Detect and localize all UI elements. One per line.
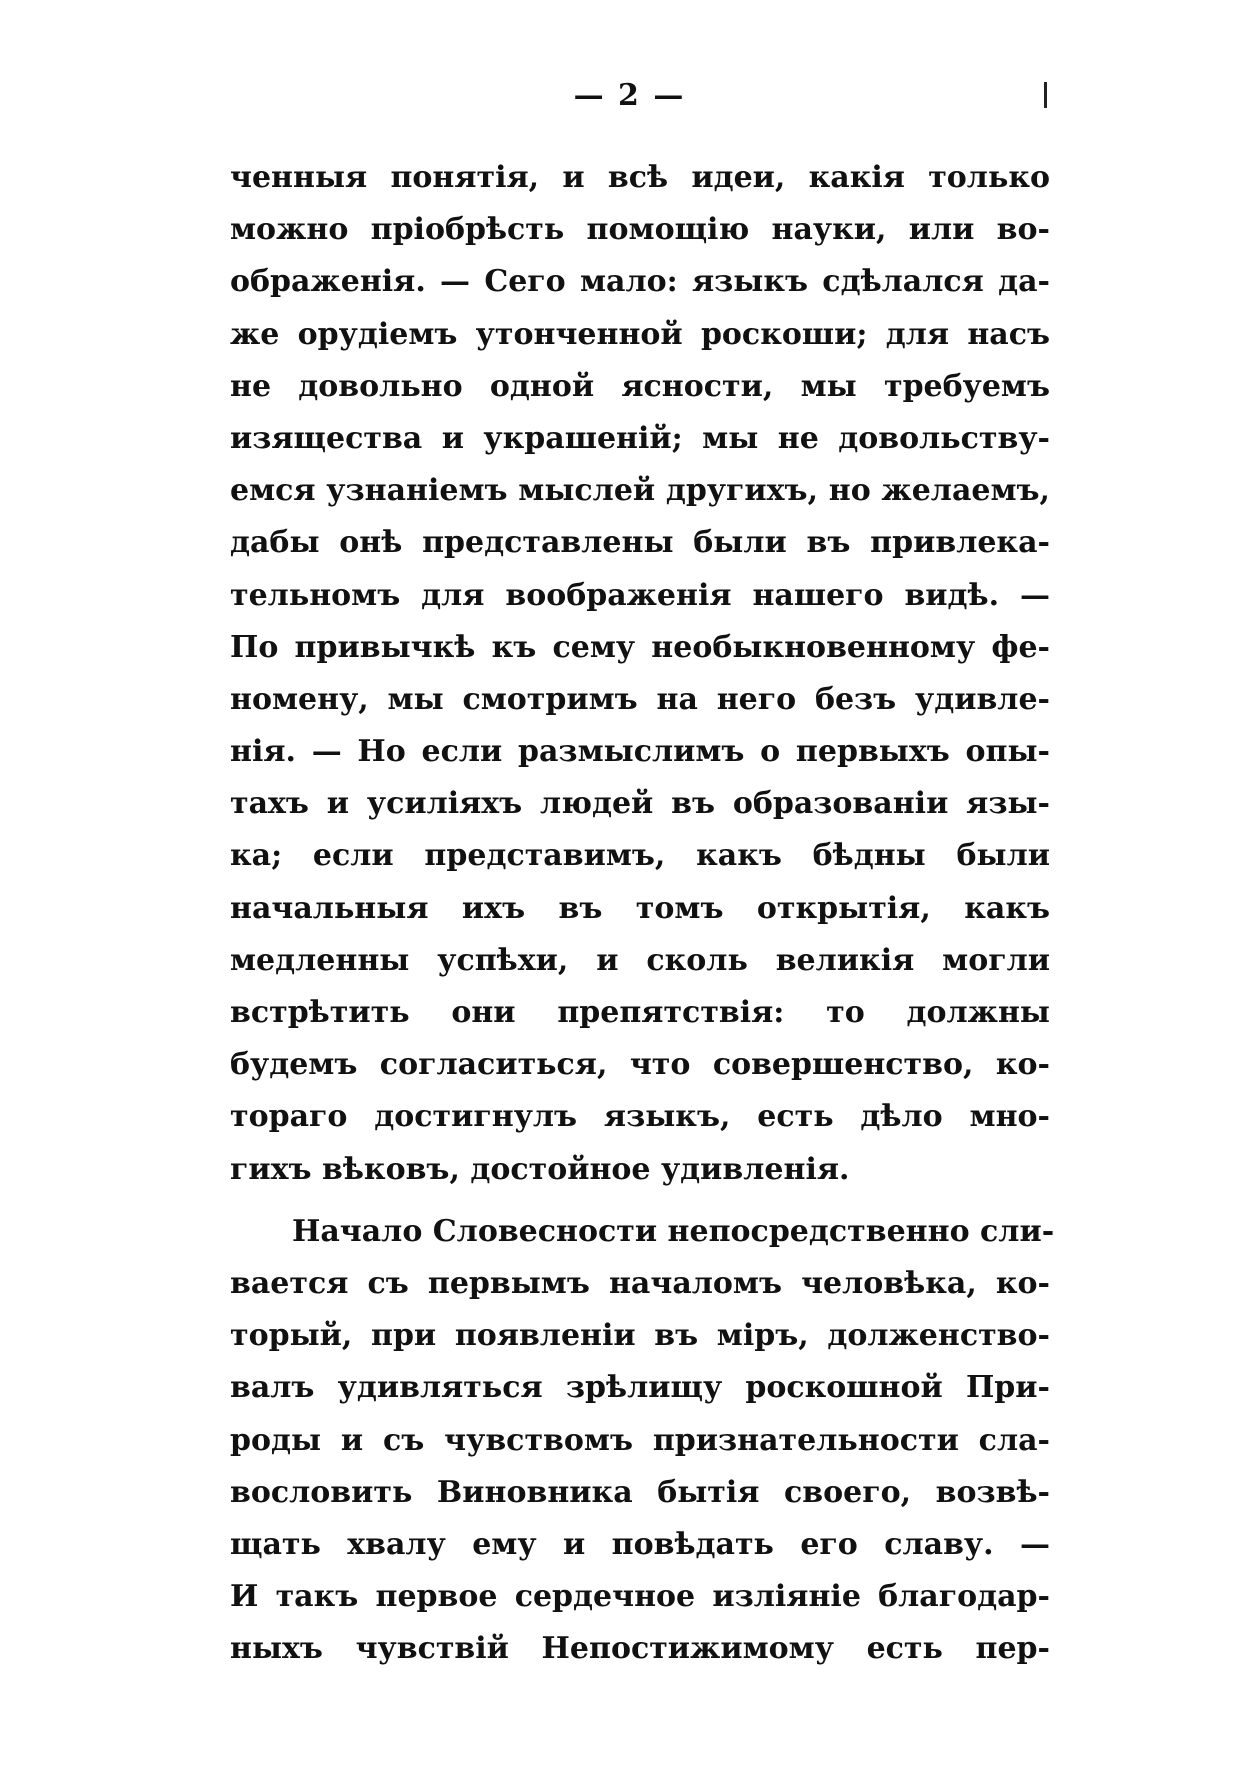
text-line: щать хвалу ему и повѣдать его славу. — [230, 1526, 1050, 1562]
text-line: емся узнаніемъ мыслей другихъ, но желаемъ, [230, 473, 1050, 509]
text-line: Начало Словесности непосредственно сли- [292, 1213, 1055, 1249]
text-line: ображенія. — Сего мало: языкъ сдѣлался да- [230, 264, 1050, 300]
text-line: не довольно одной ясности, мы требуемъ [230, 368, 1050, 404]
text-line: И такъ первое сердечное изліяніе благодар- [230, 1579, 1050, 1615]
text-line: торый, при появленіи въ міръ, долженство- [230, 1318, 1050, 1354]
text-line: начальныя ихъ въ томъ открытія, какъ [230, 890, 1050, 926]
text-line: нія. — Но если размыслимъ о первыхъ опы- [230, 734, 1050, 770]
text-line: будемъ согласиться, что совершенство, ко- [230, 1047, 1050, 1083]
text-line: номену, мы смотримъ на него безъ удивле- [230, 681, 1050, 717]
text-line: валъ удивляться зрѣлищу роскошной При- [230, 1370, 1050, 1406]
paragraph-2 [230, 1206, 1055, 1676]
paragraph-gap [230, 1196, 1050, 1206]
text-line: изящества и украшеній; мы не довольству- [230, 420, 1050, 456]
text-line: вословить Виновника бытія своего, возвѣ- [230, 1474, 1050, 1510]
text-line: вается съ первымъ началомъ человѣка, ко- [230, 1265, 1050, 1301]
text-line: роды и съ чувствомъ признательности сла- [230, 1422, 1050, 1458]
text-line: же орудіемъ утонченной роскоши; для насъ [230, 316, 1050, 352]
text-line: ченныя понятія, и всѣ идеи, какія только [230, 160, 1050, 195]
paragraph-1 [230, 152, 1050, 1196]
page-number: — 2 — [573, 78, 686, 113]
text-line: ныхъ чувствій Непостижимому есть пер- [230, 1631, 1050, 1667]
text-line: тельномъ для воображенія нашего видѣ. — [230, 577, 1050, 613]
text-line: медленны успѣхи, и сколь великія могли [230, 942, 1050, 978]
margin-mark [1044, 82, 1047, 108]
body-text [230, 152, 1055, 1675]
text-line: тораго достигнулъ языкъ, есть дѣло мно- [230, 1099, 1050, 1135]
text-line: гихъ вѣковъ, достойное удивленія. [230, 1151, 850, 1187]
text-line: встрѣтить они препятствія: то должны [230, 995, 1050, 1030]
text-line: можно пріобрѣсть помощію науки, или во- [230, 212, 1050, 248]
text-line: тахъ и усиліяхъ людей въ образованіи язы- [230, 786, 1050, 822]
text-line: дабы онѣ представлены были въ привлека- [230, 525, 1050, 561]
text-line: ка; если представимъ, какъ бѣдны были [230, 838, 1050, 874]
text-line: По привычкѣ къ сему необыкновенному фе- [230, 629, 1050, 665]
